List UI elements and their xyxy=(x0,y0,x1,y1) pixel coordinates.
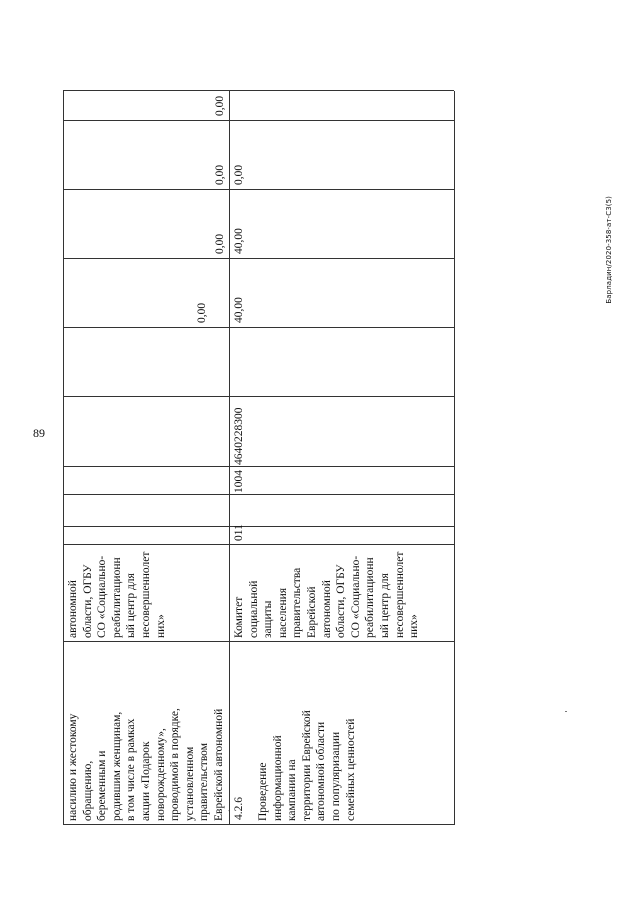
cont-value-cell: 0,00 xyxy=(196,302,208,323)
table-border-bottom xyxy=(454,91,455,825)
cont-value-cell: 0,00 xyxy=(214,95,226,116)
row-4-2-6-description: Проведение информационной кампании на территории Еврейской автономной области по популяризации семейных ценностей xyxy=(257,710,357,821)
col-divider xyxy=(63,120,454,121)
row-4-2-6-executor: Комитет социальной защиты населения правительства Еврейской автономной области, ОГБУ СО «Социально- реабилитационн ый центр для несовершеннолет них» xyxy=(233,551,421,638)
row-4-2-6-rzpr: 1004 xyxy=(233,470,245,493)
document-stamp: Барладин/2020-358-ат-С3(5) xyxy=(605,196,613,304)
row-4-2-6-value: 40,00 xyxy=(233,297,245,323)
table xyxy=(63,91,454,825)
cont-value-cell: 0,00 xyxy=(214,164,226,185)
col-divider xyxy=(63,327,454,328)
col-divider xyxy=(63,494,454,495)
col-divider xyxy=(63,466,454,467)
row-4-2-6-grbs: 011 xyxy=(233,524,245,541)
table-border-right xyxy=(63,90,454,91)
row-4-2-6-value: 40,00 xyxy=(233,228,245,254)
row-4-2-6-csr: 4640228300 xyxy=(233,407,245,465)
col-divider xyxy=(63,824,454,825)
page-number: 89 xyxy=(33,426,45,440)
col-divider xyxy=(63,258,454,259)
col-divider xyxy=(63,526,454,527)
col-divider xyxy=(63,396,454,397)
cont-description-cell: насилию и жестокому обращению, беременным и родившим женщинам, в том числе в рамках акции «Подарок новорожденному», проводимой в порядке, установленном правительством Еврейской автономной xyxy=(67,708,225,821)
col-divider xyxy=(63,189,454,190)
cont-executor-cell: автономной области, ОГБУ СО «Социально- реабилитационн ый центр для несовершеннолет них» xyxy=(67,551,167,638)
row-4-2-6-number: 4.2.6 xyxy=(233,797,245,820)
row-4-2-6-value: 0,00 xyxy=(233,164,245,185)
cont-value-cell: 0,00 xyxy=(214,233,226,254)
